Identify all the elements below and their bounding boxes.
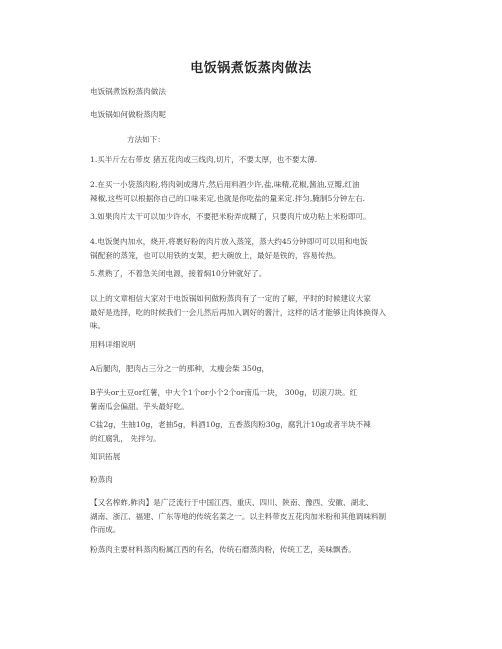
text-line: 方法如下： [127, 135, 165, 144]
text-line: 4.电饭煲内加水，烧开,将裹好粉的肉片放入蒸笼，蒸大约45分钟即可可以用和电饭 [90, 237, 368, 246]
text-line: 用料详细说明 [90, 340, 136, 349]
paragraph [90, 543, 415, 557]
paragraph [90, 108, 415, 122]
text-line: 1.买半斤左右带皮 猪五花肉或三线肉,切片，不要太厚，也不要太薄. [90, 155, 318, 164]
paragraph [127, 133, 452, 147]
text-line: 知识拓展 [90, 452, 121, 461]
paragraph [90, 267, 415, 281]
text-line: 辣椒,这些可以根据你自己的口味来定,也就是你吃盐的量来定.拌匀,腌制5分钟左右. [90, 193, 366, 203]
text-line: 电饭锅如何做粉蒸肉呢 [90, 110, 166, 119]
text-line: 【又名榨蚱,鲊肉】是广泛流行于中国江西、重庆、四川、陕南、豫西、安徽、湖北、 [90, 498, 374, 507]
paragraph [90, 496, 415, 537]
text-line: 作而成。 [90, 525, 121, 534]
text-line: 电饭锅煮饭粉蒸肉做法 [90, 87, 166, 96]
paragraph [90, 178, 415, 205]
paragraph [90, 210, 415, 224]
text-line: 湖南、浙江、福建、广东等地的传统名菜之一。以主料带皮五花肉加米粉和其他调味料制 [90, 511, 387, 521]
text-line: 味。 [90, 321, 106, 330]
text-line: 以上的文章相信大家对于电饭锅如何做粉蒸肉有了一定的了解，平时的时候建议大家 [90, 294, 371, 303]
document-title: 电饭锅煮饭蒸肉做法 [190, 61, 312, 76]
paragraph [90, 386, 415, 413]
text-line: A后腿肉，肥肉占三分之一的那种，太瘦会柴 350g， [90, 364, 270, 373]
text-line: 2.在买一小袋蒸肉粉,将肉剁成薄片,然后用料酒少许,盐,味精,花椒,酱油,豆瓣,红油 [90, 180, 360, 189]
text-line: 5.煮熟了，不着急关闭电源，接着焖10分钟就好了。 [90, 269, 267, 278]
text-line: 最好是选择，吃的时候我们一会儿然后再加入调好的酱汁，这样的话才能够让肉体换得入 [90, 307, 387, 317]
paragraph [90, 153, 415, 167]
text-line: 粉蒸肉 [90, 475, 113, 484]
paragraph [90, 235, 415, 262]
paragraph [90, 450, 415, 464]
paragraph [90, 292, 415, 333]
text-line: 的红腐乳， 先拌匀。 [90, 433, 161, 443]
text-line: 粉蒸肉主要材料蒸肉粉属江西的有名，传统石磨蒸肉粉，传统工艺，美味飘香。 [90, 545, 356, 554]
text-line: 薯南瓜会偏甜。芋头最好吃。 [90, 401, 189, 411]
paragraph [90, 362, 415, 376]
text-line: B芋头or土豆or红薯，中大个1个or小个2个or南瓜一块， 300g，切滚刀块。红 [90, 388, 358, 397]
paragraph [90, 85, 415, 99]
text-line: C盐2g，生抽10g，老抽5g，料酒10g，五香蒸肉粉30g，腐乳汁10g或者半块不辣 [90, 420, 371, 429]
paragraph [90, 338, 415, 352]
text-line: 3.如果肉片太干可以加少许水，不要把米粉弄成糊了，只要肉片成功粘上米粉即可。 [90, 212, 371, 221]
text-line: 锅配套的蒸笼，也可以用铁的支架，把大碗放上，最好是铁的，容易传热。 [90, 250, 341, 260]
paragraph [90, 418, 415, 445]
paragraph [90, 473, 415, 487]
